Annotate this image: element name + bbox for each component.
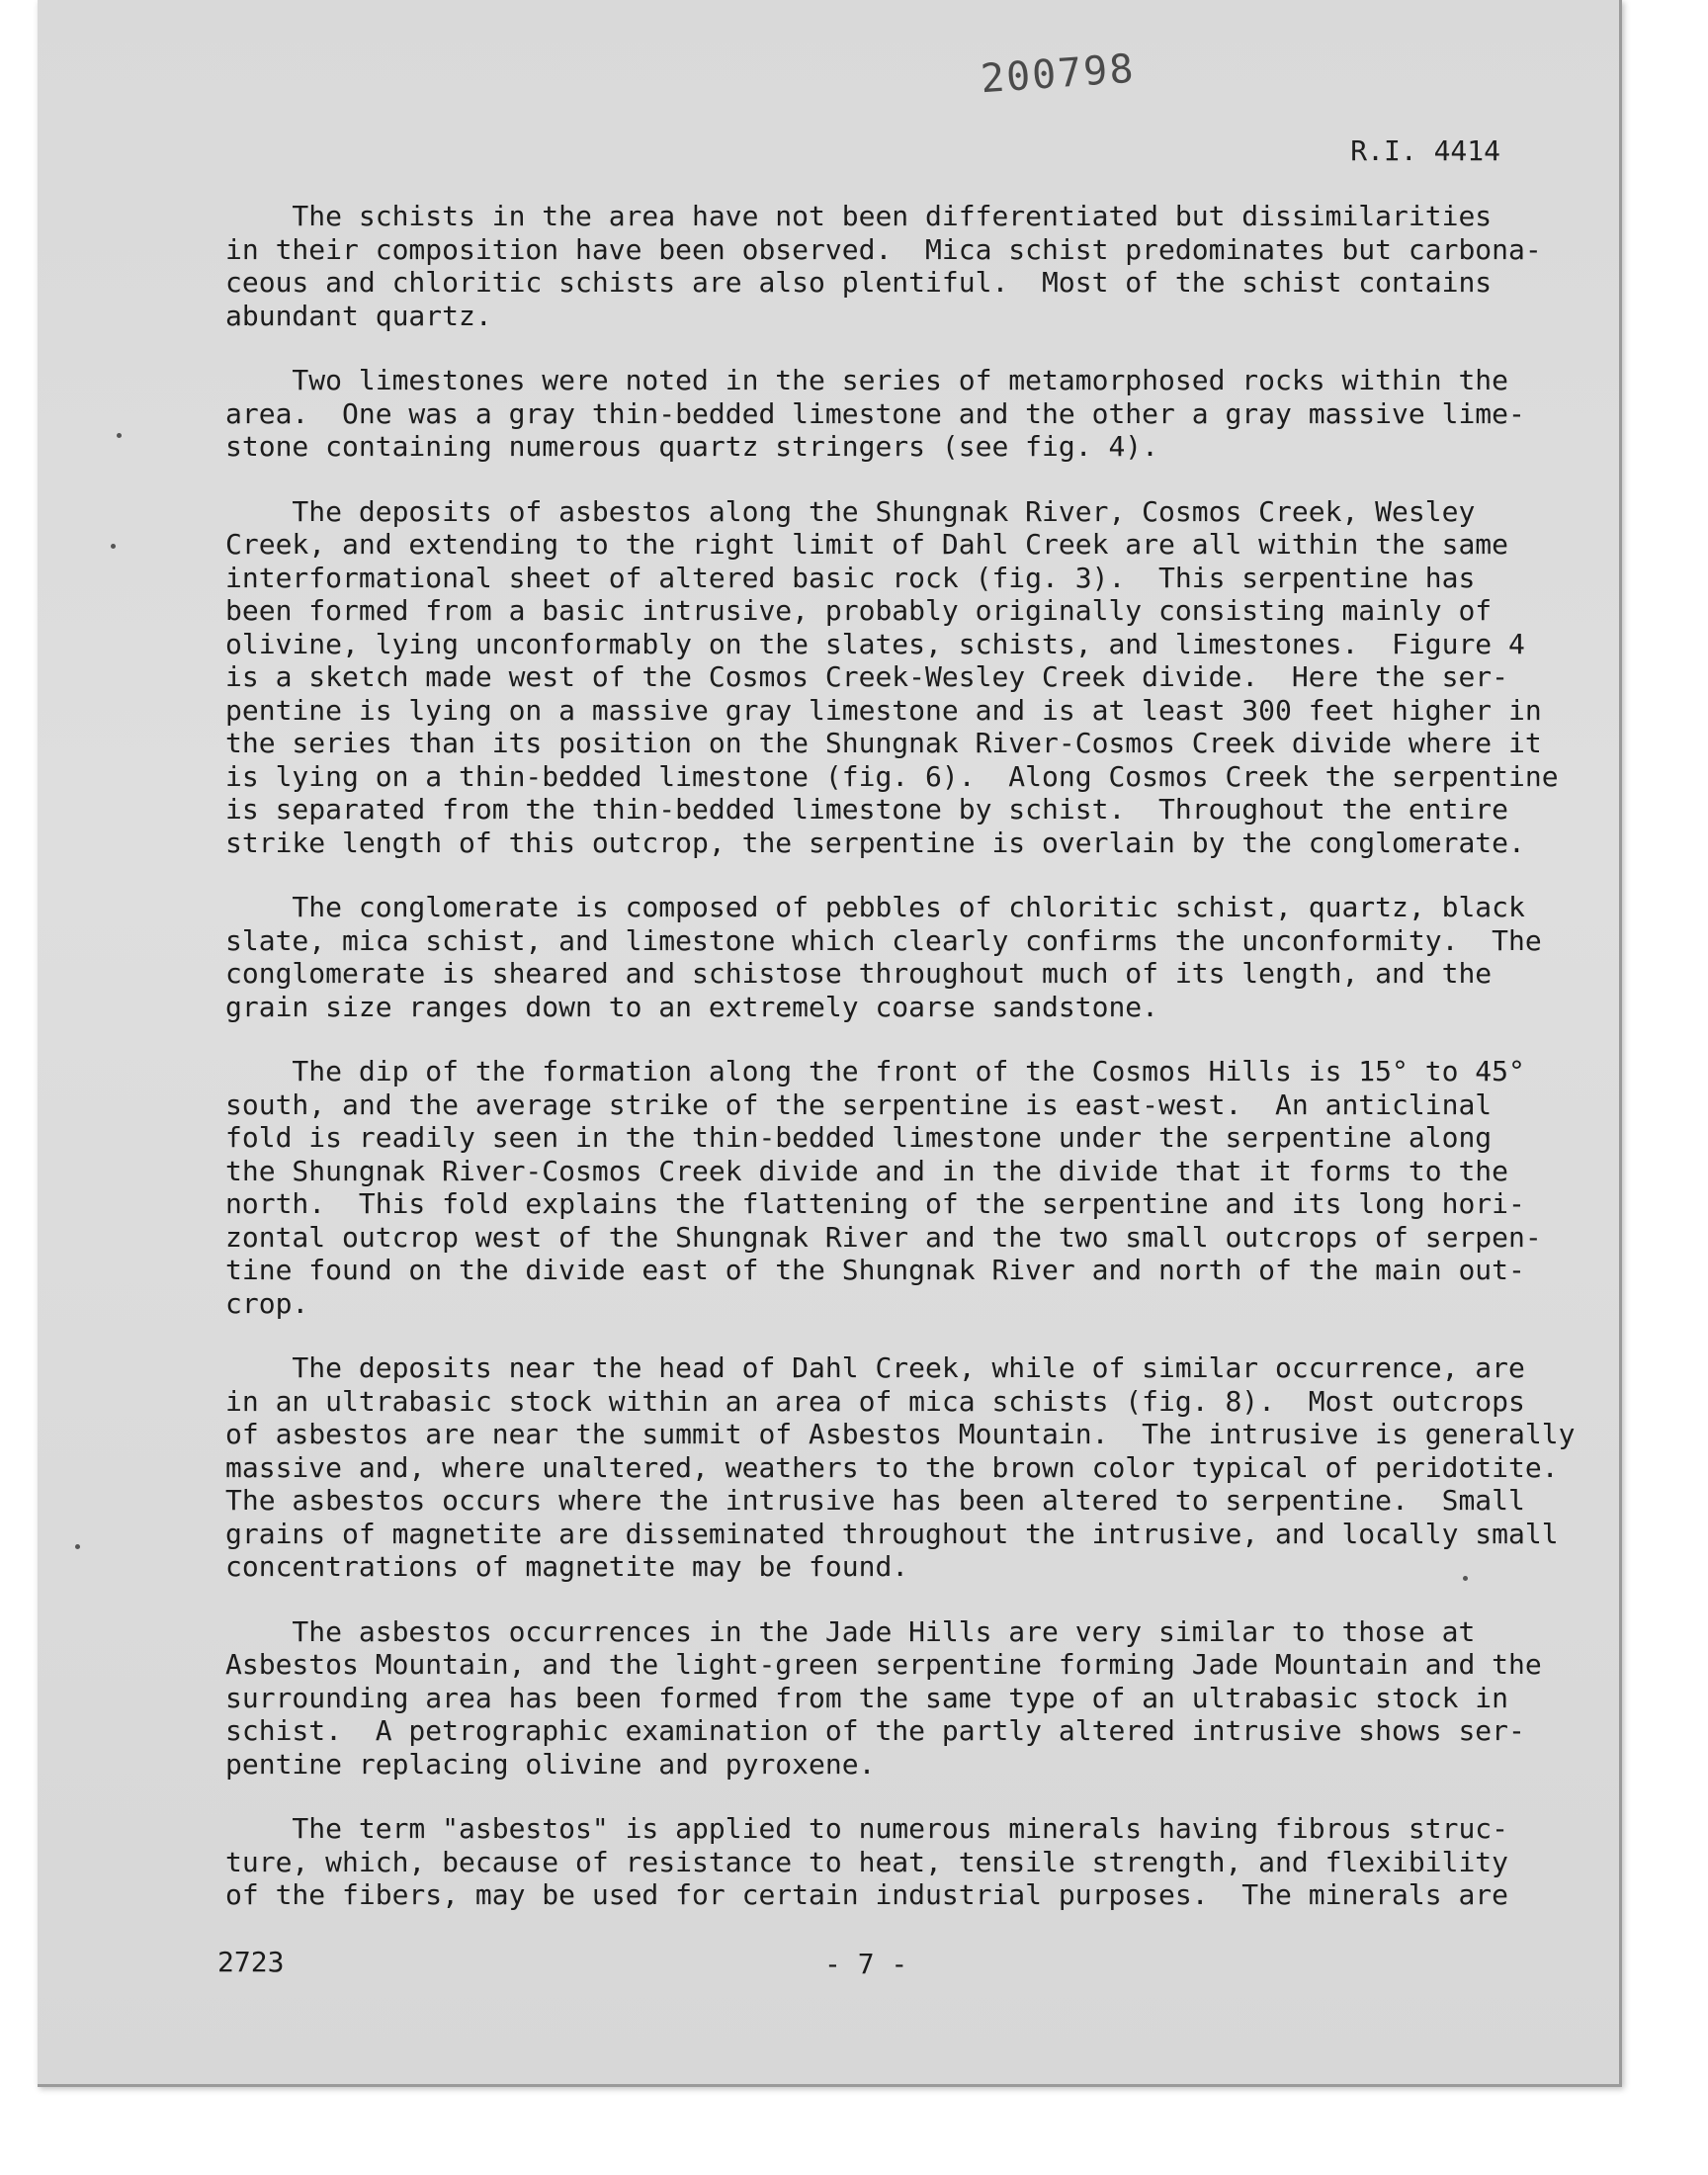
- text-line: tine found on the divide east of the Shungnak River and north of the main out-: [225, 1254, 1525, 1286]
- paragraph-schists: [225, 200, 1560, 332]
- text-line: schist. A petrographic examination of the partly altered intrusive shows ser-: [225, 1714, 1525, 1747]
- text-line: The asbestos occurs where the intrusive has been altered to serpentine. Small: [225, 1484, 1525, 1517]
- footer-document-number: 2723: [217, 1946, 285, 1978]
- scan-speck: [111, 544, 116, 549]
- text-line: ceous and chloritic schists are also plentiful. Most of the schist contains: [225, 266, 1493, 299]
- text-line: stone containing numerous quartz stringers (see fig. 4).: [225, 430, 1159, 463]
- text-line: pentine replacing olivine and pyroxene.: [225, 1747, 876, 1781]
- document-stamp-number: 200798: [979, 45, 1137, 103]
- text-line: been formed from a basic intrusive, probably originally consisting mainly of: [225, 594, 1493, 627]
- body-text: [225, 200, 1576, 1944]
- text-line: the Shungnak River-Cosmos Creek divide and in the divide that it forms to the: [225, 1154, 1509, 1187]
- scan-speck: [75, 1544, 80, 1549]
- text-line: is lying on a thin-bedded limestone (fig. 6). Along Cosmos Creek the serpentine: [225, 759, 1559, 793]
- paragraph-asbestos-deposits: [225, 495, 1560, 860]
- text-line: crop.: [225, 1286, 309, 1320]
- paragraph-conglomerate: [225, 891, 1560, 1023]
- text-line: of asbestos are near the summit of Asbestos Mountain. The intrusive is generally: [225, 1418, 1576, 1450]
- paragraph-asbestos-term: [225, 1812, 1560, 1912]
- text-line: abundant quartz.: [225, 299, 492, 332]
- text-line: in an ultrabasic stock within an area of mica schists (fig. 8). Most outcrops: [225, 1384, 1525, 1418]
- paragraph-limestones: [225, 364, 1560, 464]
- text-line: interformational sheet of altered basic rock (fig. 3). This serpentine has: [225, 561, 1476, 594]
- text-line: The conglomerate is composed of pebbles of chloritic schist, quartz, black: [225, 891, 1525, 923]
- text-line: grain size ranges down to an extremely coarse sandstone.: [225, 990, 1159, 1023]
- text-line: olivine, lying unconformably on the slates, schists, and limestones. Figure 4: [225, 627, 1525, 660]
- text-line: Creek, and extending to the right limit of Dahl Creek are all within the same: [225, 528, 1509, 561]
- text-line: massive and, where unaltered, weathers to the brown color typical of peridotite.: [225, 1450, 1559, 1484]
- text-line: is separated from the thin-bedded limestone by schist. Throughout the entire: [225, 793, 1509, 826]
- text-line: concentrations of magnetite may be found.: [225, 1550, 909, 1583]
- text-line: is a sketch made west of the Cosmos Creek-Wesley Creek divide. Here the ser-: [225, 660, 1509, 693]
- text-line: fold is readily seen in the thin-bedded limestone under the serpentine along: [225, 1121, 1493, 1154]
- text-line: The term "asbestos" is applied to numerous minerals having fibrous struc-: [225, 1812, 1509, 1845]
- scan-speck: [117, 433, 122, 438]
- scan-speck: [1463, 1576, 1468, 1581]
- report-id: R.I. 4414: [1350, 134, 1500, 167]
- paragraph-dip-formation: [225, 1055, 1560, 1320]
- text-line: surrounding area has been formed from the same type of an ultrabasic stock in: [225, 1681, 1509, 1714]
- text-line: in their composition have been observed. Mica schist predominates but carbona-: [225, 232, 1542, 266]
- text-line: slate, mica schist, and limestone which clearly confirms the unconformity. The: [225, 923, 1542, 957]
- page-number: - 7 -: [824, 1948, 908, 1980]
- text-line: The schists in the area have not been differentiated but dissimilarities: [225, 200, 1493, 232]
- text-line: grains of magnetite are disseminated throughout the intrusive, and locally small: [225, 1517, 1559, 1550]
- text-line: zontal outcrop west of the Shungnak River and the two small outcrops of serpen-: [225, 1220, 1542, 1254]
- text-line: The deposits of asbestos along the Shungnak River, Cosmos Creek, Wesley: [225, 494, 1476, 528]
- text-line: of the fibers, may be used for certain industrial purposes. The minerals are: [225, 1878, 1509, 1911]
- text-line: area. One was a gray thin-bedded limestone and the other a gray massive lime-: [225, 396, 1525, 430]
- text-line: conglomerate is sheared and schistose throughout much of its length, and the: [225, 957, 1493, 990]
- text-line: pentine is lying on a massive gray limestone and is at least 300 feet higher in: [225, 693, 1542, 727]
- text-line: The asbestos occurrences in the Jade Hills are very similar to those at: [225, 1614, 1476, 1648]
- text-line: the series than its position on the Shungnak River-Cosmos Creek divide where it: [225, 727, 1542, 759]
- text-line: The dip of the formation along the front of the Cosmos Hills is 15° to 45°: [225, 1055, 1525, 1088]
- paragraph-dahl-creek: [225, 1351, 1576, 1584]
- text-line: Two limestones were noted in the series of metamorphosed rocks within the: [225, 364, 1509, 396]
- text-line: Asbestos Mountain, and the light-green serpentine forming Jade Mountain and the: [225, 1648, 1542, 1681]
- text-line: south, and the average strike of the serpentine is east-west. An anticlinal: [225, 1088, 1493, 1121]
- text-line: strike length of this outcrop, the serpentine is overlain by the conglomerate.: [225, 826, 1525, 859]
- paragraph-jade-hills: [225, 1615, 1560, 1782]
- text-line: The deposits near the head of Dahl Creek, while of similar occurrence, are: [225, 1351, 1525, 1384]
- text-line: north. This fold explains the flattening of the serpentine and its long hori-: [225, 1187, 1525, 1220]
- text-line: ture, which, because of resistance to heat, tensile strength, and flexibility: [225, 1845, 1509, 1878]
